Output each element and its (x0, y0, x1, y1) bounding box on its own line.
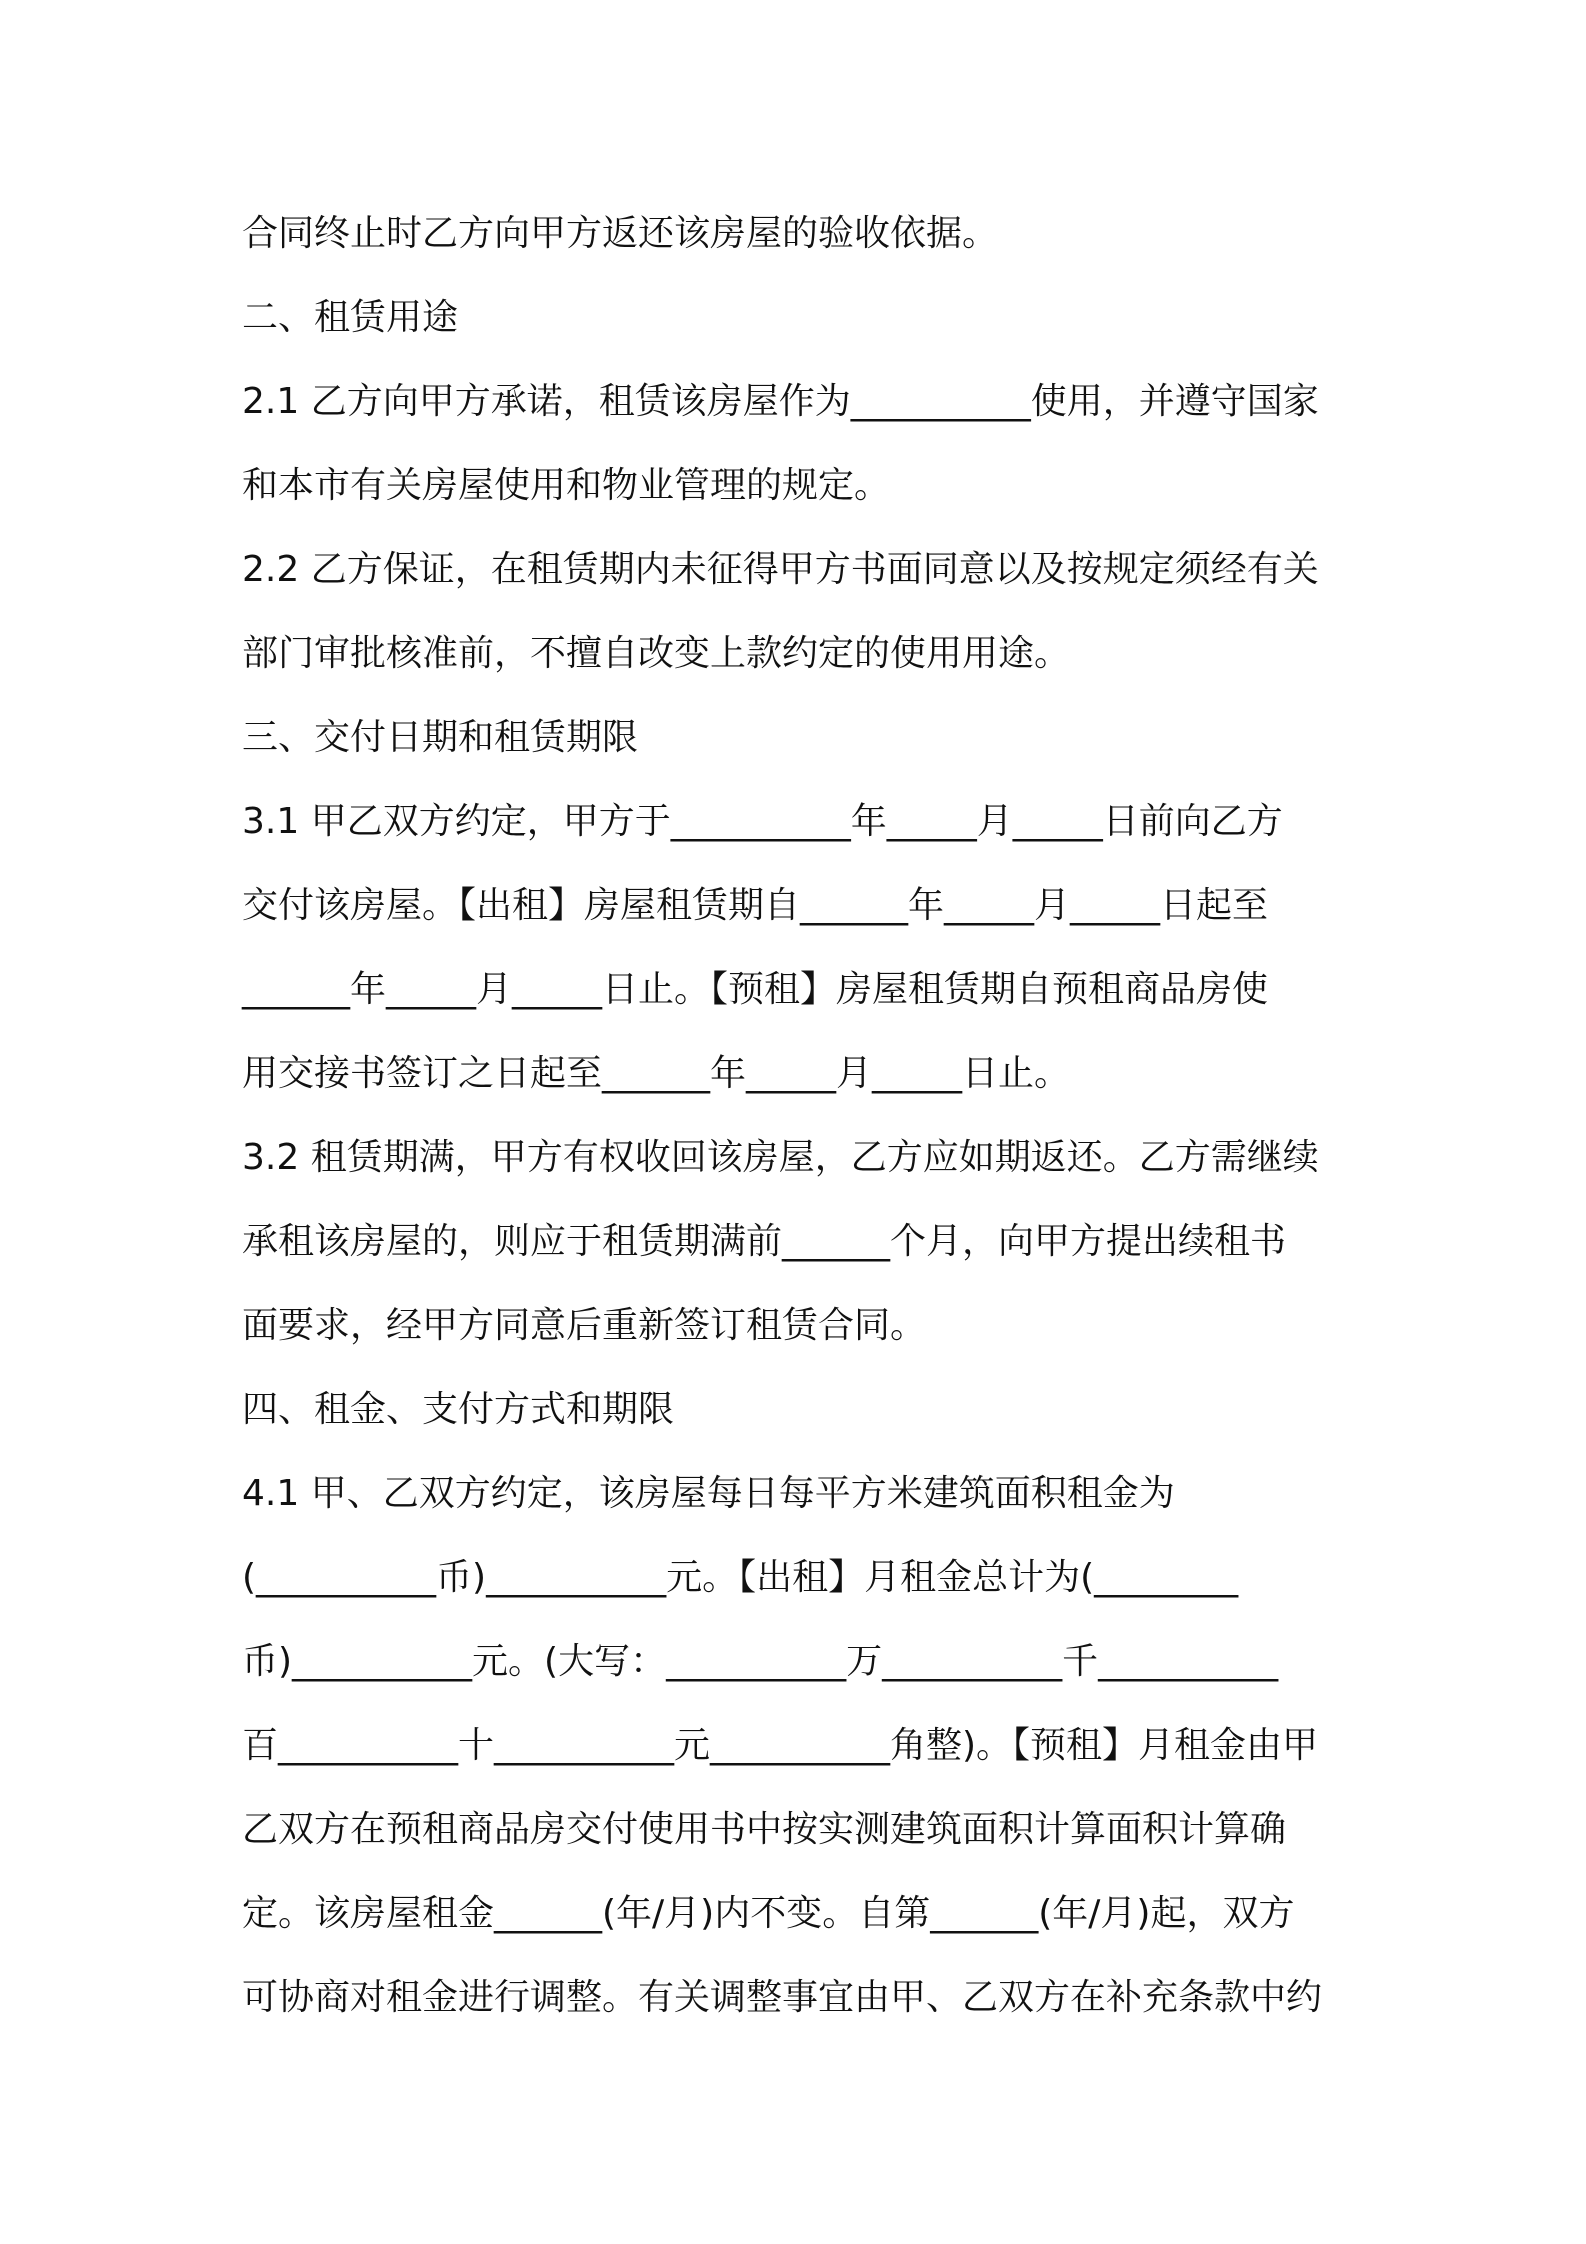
text-line: 面要求，经甲方同意后重新签订租赁合同。 (242, 1305, 927, 1346)
text-line: 4.1 甲、乙双方约定，该房屋每日每平方米建筑面积租金为 (242, 1473, 1175, 1514)
text-line: ______年_____月_____日止。【预租】房屋租赁期自预租商品房使 (242, 969, 1269, 1010)
text-line: 合同终止时乙方向甲方返还该房屋的验收依据。 (242, 213, 999, 254)
document-body (242, 192, 1362, 2040)
text-line: 承租该房屋的，则应于租赁期满前______个月，向甲方提出续租书 (242, 1221, 1287, 1262)
text-line: 交付该房屋。【出租】房屋租赁期自______年_____月_____日起至 (242, 885, 1269, 926)
text-line: 3.2 租赁期满，甲方有权收回该房屋，乙方应如期返还。乙方需继续 (242, 1137, 1319, 1178)
text-line: (__________币)__________元。【出租】月租金总计为(________ (242, 1557, 1239, 1598)
text-line: 2.2 乙方保证，在租赁期内未征得甲方书面同意以及按规定须经有关 (242, 549, 1319, 590)
text-line: 2.1 乙方向甲方承诺，租赁该房屋作为__________使用，并遵守国家 (242, 381, 1319, 422)
text-line: 和本市有关房屋使用和物业管理的规定。 (242, 465, 891, 506)
text-line: 乙双方在预租商品房交付使用书中按实测建筑面积计算面积计算确 (242, 1809, 1287, 1850)
section-heading: 三、交付日期和租赁期限 (242, 717, 639, 758)
text-line: 定。该房屋租金______(年/月)内不变。自第______(年/月)起，双方 (242, 1893, 1295, 1934)
text-line: 百__________十__________元__________角整)。【预租】月租金由甲 (242, 1725, 1319, 1766)
text-line: 币)__________元。(大写：__________万__________千__________ (242, 1641, 1279, 1682)
section-heading: 四、租金、支付方式和期限 (242, 1389, 675, 1430)
text-line: 部门审批核准前，不擅自改变上款约定的使用用途。 (242, 633, 1071, 674)
text-line: 3.1 甲乙双方约定，甲方于__________年_____月_____日前向乙方 (242, 801, 1283, 842)
section-heading: 二、租赁用途 (242, 297, 459, 338)
text-line: 用交接书签订之日起至______年_____月_____日止。 (242, 1053, 1071, 1094)
text-line: 可协商对租金进行调整。有关调整事宜由甲、乙双方在补充条款中约 (242, 1977, 1323, 2018)
